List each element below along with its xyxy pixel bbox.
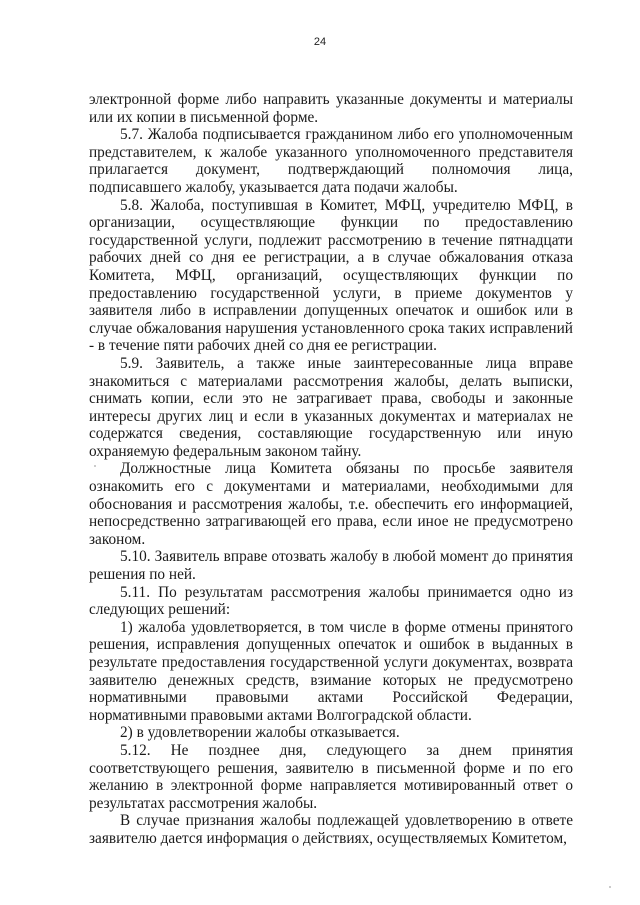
paragraph-decision-1: 1) жалоба удовлетворяется, в том числе в форме отмены принятого решения, исправления допущенных опечаток и ошибок в выданных в результате предоставления государственной услуги документах, возврата заявителю денежных средств, взимание которых не предусмотрено нормативными правовыми актами Российской Федерации, нормативными правовыми актами Волгоградской области.: [89, 618, 573, 724]
paragraph-5-9: 5.9. Заявитель, а также иные заинтересованные лица вправе знакомиться с материалами рассмотрения жалобы, делать выписки, снимать копии, если это не затрагивает права, свободы и законные интересы других лиц и если в указанных документах и материалах не содержатся сведения, составляющие государственную или иную охраняемую федеральным законом тайну.: [89, 354, 573, 460]
scan-speck: [609, 886, 611, 888]
paragraph-5-8: 5.8. Жалоба, поступившая в Комитет, МФЦ, учредителю МФЦ, в организации, осуществляющие функции по предоставлению государственной услуги, подлежит рассмотрению в течение пятнадцати рабочих дней со дня ее регистрации, а в случае обжалования отказа Комитета, МФЦ, организаций, осуществляющих функции по предоставлению государственной услуги, в приеме документов у заявителя либо в исправлении допущенных опечаток и ошибок или в случае обжалования нарушения установленного срока таких исправлений - в течение пяти рабочих дней со дня ее регистрации.: [89, 196, 573, 355]
paragraph-decision-2: 2) в удовлетворении жалобы отказывается.: [120, 724, 400, 742]
paragraph-5-7: 5.7. Жалоба подписывается гражданином либо его уполномоченным представителем, к жалобе указанного уполномоченного представителя прилагается документ, подтверждающий полномочия лица, подписавшего жалобу, указывается дата подачи жалобы.: [89, 126, 573, 196]
document-body: [89, 91, 573, 848]
page-number: 24: [313, 36, 327, 48]
paragraph-continuation: электронной форме либо направить указанные документы и материалы или их копии в письменной форме.: [89, 91, 573, 126]
paragraph-5-12: 5.12. Не позднее дня, следующего за днем принятия соответствующего решения, заявителю в письменной форме и по его желанию в электронной форме направляется мотивированный ответ о результатах рассмотрения жалобы.: [89, 741, 573, 812]
paragraph-5-10: 5.10. Заявитель вправе отозвать жалобу в любой момент до принятия решения по ней.: [89, 548, 573, 584]
paragraph-officials: Должностные лица Комитета обязаны по просьбе заявителя ознакомить его с документами и материалами, необходимыми для обоснования и рассмотрения жалобы, т.е. обеспечить его информацией, непосредственно затрагивающей его права, если иное не предусмотрено законом.: [89, 460, 573, 548]
paragraph-recognition: В случае признания жалобы подлежащей удовлетворению в ответе заявителю дается информация о действиях, осуществляемых Комитетом,: [89, 812, 573, 847]
paragraph-5-11: 5.11. По результатам рассмотрения жалобы принимается одно из следующих решений:: [89, 583, 573, 619]
scan-speck: [94, 465, 96, 467]
